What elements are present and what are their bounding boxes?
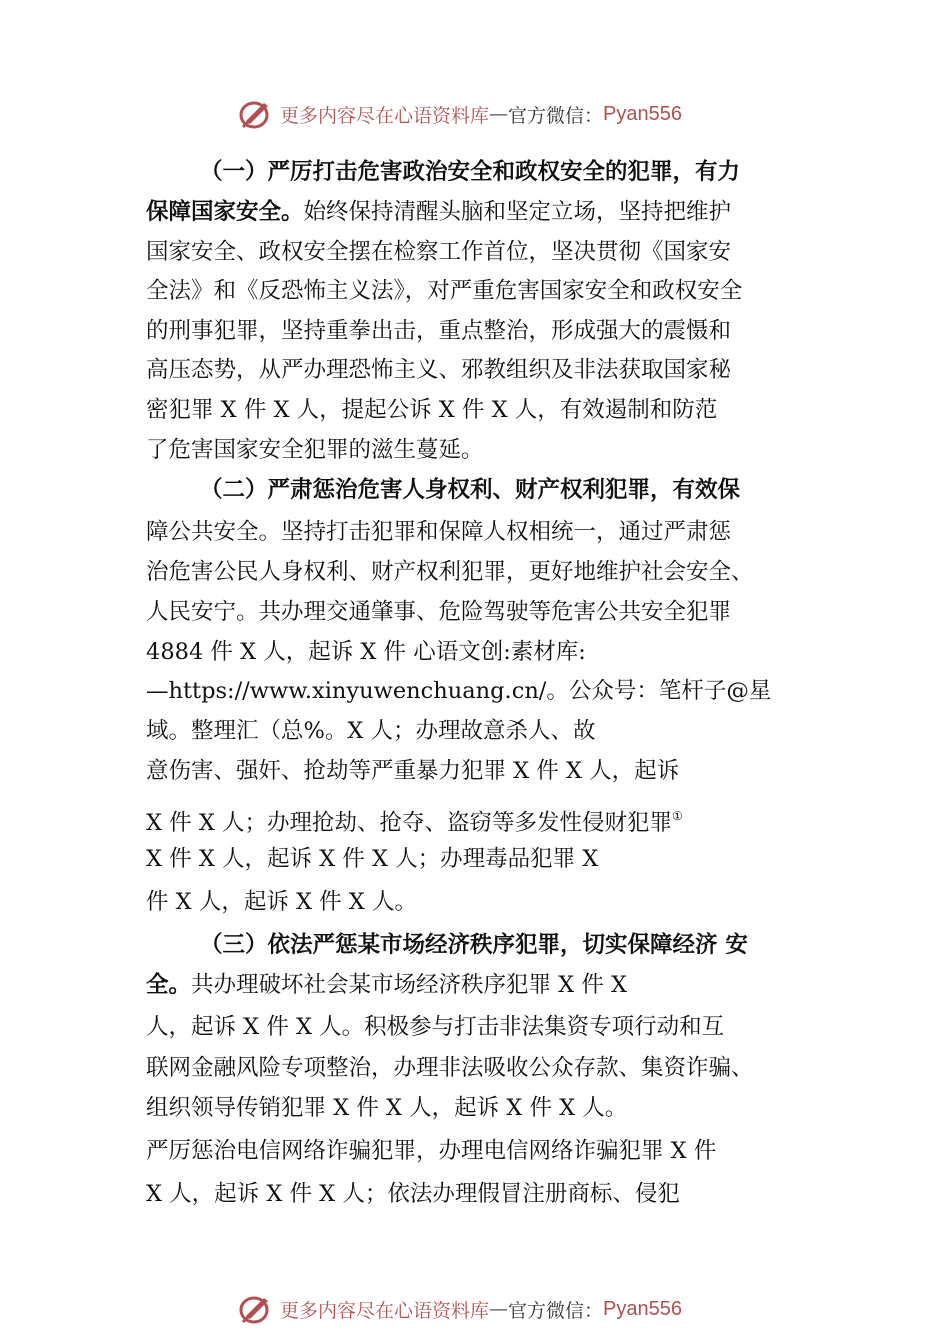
text-line: 人民安宁。共办理交通肇事、危险驾驶等危害公共安全犯罪: [146, 599, 732, 625]
text-line: 全法》和《反恐怖主义法》，对严重危害国家安全和政权安全: [146, 278, 743, 304]
text-line: 域。整理汇（总%。X 人；办理故意杀人、故: [146, 718, 596, 744]
section-heading-1-end: 保障国家安全。: [146, 199, 304, 225]
text-line: 联网金融风险专项整治，办理非法吸收公众存款、集资诈骗、: [146, 1055, 754, 1081]
section-heading-3-end: 全。: [146, 972, 192, 998]
banner-dash: —: [489, 103, 509, 125]
banner-site-name: 更多内容尽在心语资料库: [280, 1299, 490, 1322]
section-heading-3: （三）依法严惩某市场经济秩序犯罪，切实保障经济 安: [200, 932, 748, 958]
text-line: 全。共办理破坏社会某市场经济秩序犯罪 X 件 X: [146, 972, 628, 998]
text-line: 保障国家安全。始终保持清醒头脑和坚定立场，坚持把维护: [146, 199, 732, 225]
text-line: 了危害国家安全犯罪的滋生蔓延。: [146, 437, 484, 463]
text-line: 件 X 人，起诉 X 件 X 人。: [146, 889, 417, 915]
logo-icon: [238, 97, 274, 131]
text-line: X 件 X 人；办理抢劫、抢夺、盗窃等多发性侵财犯罪①: [146, 809, 683, 836]
text-line: 高压态势，从严办理恐怖主义、邪教组织及非法获取国家秘: [146, 357, 732, 383]
banner-wechat-id: Pyan556: [603, 102, 682, 125]
text-line: —https://www.xinyuwenchuang.cn/。公众号：笔杆子@星: [146, 678, 772, 704]
text-line: 人，起诉 X 件 X 人。积极参与打击非法集资专项行动和互: [146, 1014, 725, 1040]
text-line: X 件 X 人，起诉 X 件 X 人；办理毒品犯罪 X: [146, 846, 599, 872]
header-banner: [238, 97, 682, 131]
text-line: 的刑事犯罪，坚持重拳出击，重点整治，形成强大的震慑和: [146, 318, 732, 344]
section-heading-1: （一）严厉打击危害政治安全和政权安全的犯罪，有力: [200, 159, 741, 185]
text-line: 国家安全、政权安全摆在检察工作首位，坚决贯彻《国家安: [146, 239, 732, 265]
text-line: [200, 475, 740, 505]
footer-banner: [238, 1292, 682, 1326]
banner-wechat-id: Pyan556: [603, 1297, 682, 1320]
text-line: [200, 930, 748, 960]
text-line: 治危害公民人身权利、财产权利犯罪，更好地维护社会安全、: [146, 559, 754, 585]
text-line: 密犯罪 X 件 X 人，提起公诉 X 件 X 人，有效遏制和防范: [146, 397, 718, 423]
footnote-marker: ①: [672, 809, 683, 823]
banner-site-name: 更多内容尽在心语资料库: [280, 104, 490, 127]
section-heading-2: （二）严肃惩治危害人身权利、财产权利犯罪，有效保: [200, 477, 741, 503]
text-line: X 人，起诉 X 件 X 人；依法办理假冒注册商标、侵犯: [146, 1181, 680, 1207]
text-line: 障公共安全。坚持打击犯罪和保障人权相统一，通过严肃惩: [146, 519, 732, 545]
text-line: 组织领导传销犯罪 X 件 X 人，起诉 X 件 X 人。: [146, 1095, 628, 1121]
logo-icon: [238, 1292, 274, 1326]
text-line: 意伤害、强奸、抢劫等严重暴力犯罪 X 件 X 人，起诉: [146, 758, 680, 784]
banner-official-label: 官方微信：: [508, 104, 604, 127]
banner-official-label: 官方微信：: [508, 1299, 604, 1322]
text-line: 4884 件 X 人，起诉 X 件 心语文创:素材库:: [146, 639, 586, 665]
banner-dash: —: [489, 1298, 509, 1320]
text-line: 严厉惩治电信网络诈骗犯罪，办理电信网络诈骗犯罪 X 件: [146, 1138, 717, 1164]
text-line: [200, 157, 740, 187]
